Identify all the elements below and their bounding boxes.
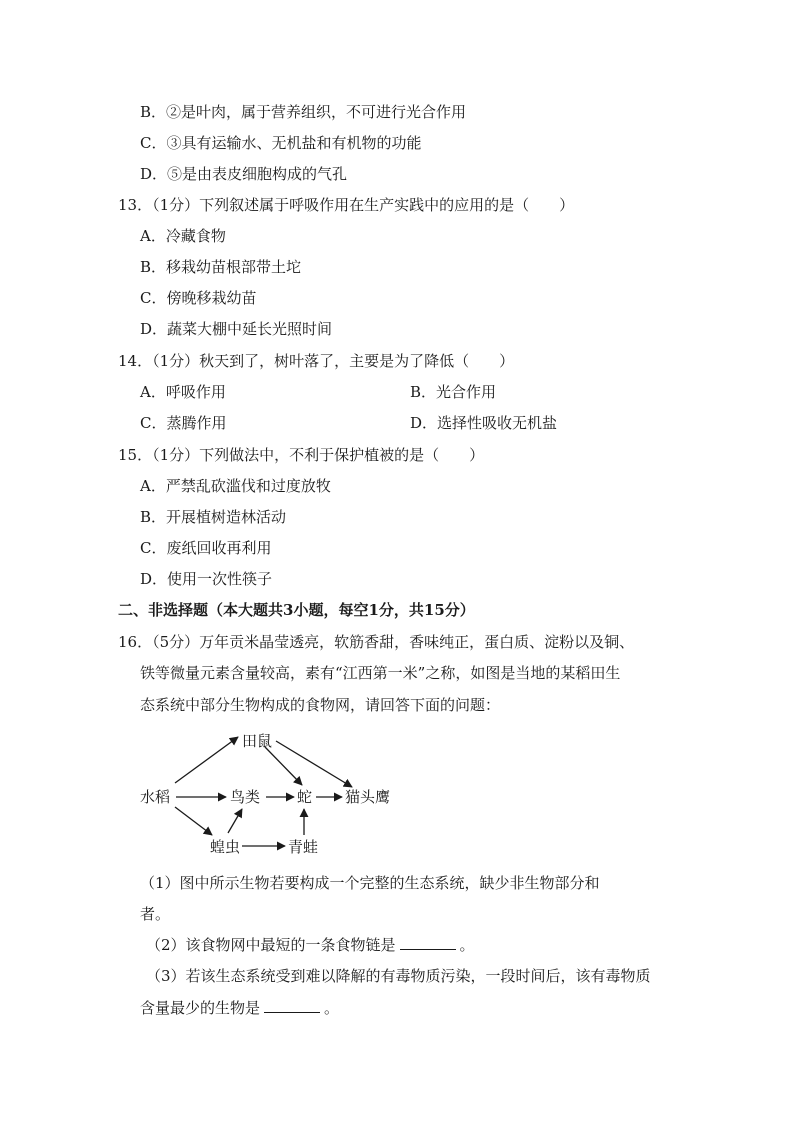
q13-option-d: D．蔬菜大棚中延长光照时间	[140, 320, 333, 338]
q14-stem: 14．（1分）秋天到了，树叶落了，主要是为了降低（ ）	[118, 352, 515, 370]
q12-option-b: B．②是叶肉，属于营养组织，不可进行光合作用	[140, 103, 467, 121]
q16-sub2-blank[interactable]	[400, 935, 456, 950]
node-locust: 蝗虫	[210, 838, 241, 856]
q15-option-b: B．开展植树造林活动	[140, 508, 287, 526]
q14-option-c: C．蒸腾作用	[140, 414, 227, 432]
q15-stem: 15．（1分）下列做法中，不利于保护植被的是（ ）	[118, 446, 485, 464]
q16-stem-line-2: 铁等微量元素含量较高，素有“江西第一米”之称，如图是当地的某稻田生	[140, 664, 621, 682]
q16-sub3-text: 含量最少的生物是	[140, 999, 261, 1017]
q15-option-c: C．废纸回收再利用	[140, 539, 272, 557]
q13-option-c: C．傍晚移栽幼苗	[140, 289, 257, 307]
q16-sub1-line-2: 者。	[140, 905, 171, 923]
q14-option-b: B．光合作用	[410, 383, 497, 401]
food-web-diagram	[130, 725, 420, 865]
q15-option-a: A．严禁乱砍滥伐和过度放牧	[140, 477, 331, 495]
node-frog: 青蛙	[288, 838, 319, 856]
q15-option-d: D．使用一次性筷子	[140, 570, 273, 588]
q16-stem-line-1: 16．（5分）万年贡米晶莹透亮，软筋香甜，香味纯正，蛋白质、淀粉以及铜、	[118, 633, 635, 651]
arrow-rice-to-mouse	[175, 737, 238, 783]
node-mouse: 田鼠	[242, 732, 273, 750]
q12-option-c: C．③具有运输水、无机盐和有机物的功能	[140, 134, 422, 152]
q16-sub3-line-2	[140, 998, 339, 1018]
q16-stem-line-3: 态系统中部分生物构成的食物网，请回答下面的问题：	[140, 696, 501, 714]
q16-sub2	[146, 935, 475, 955]
q16-sub3-line-1: （3）若该生态系统受到难以降解的有毒物质污染，一段时间后，该有毒物质	[146, 967, 651, 985]
node-snake: 蛇	[297, 788, 313, 806]
arrow-locust-to-bird	[228, 809, 242, 833]
q13-stem: 13．（1分）下列叙述属于呼吸作用在生产实践中的应用的是（ ）	[118, 196, 575, 214]
q16-sub2-end: 。	[459, 936, 475, 954]
node-owl: 猫头鹰	[345, 788, 391, 806]
q13-option-b: B．移栽幼苗根部带土坨	[140, 258, 302, 276]
node-bird: 鸟类	[230, 788, 261, 806]
arrow-mouse-to-owl	[276, 741, 352, 787]
q16-sub2-text: （2）该食物网中最短的一条食物链是	[146, 936, 396, 954]
q16-sub1-line-1: （1）图中所示生物若要构成一个完整的生态系统，缺少非生物部分和	[140, 874, 600, 892]
node-rice: 水稻	[140, 788, 171, 806]
q16-sub3-blank[interactable]	[264, 998, 320, 1013]
section-2-title: 二、非选择题（本大题共3小题，每空1分，共15分）	[118, 601, 475, 619]
q12-option-d: D．⑤是由表皮细胞构成的气孔	[140, 165, 348, 183]
q16-sub3-end: 。	[324, 999, 340, 1017]
q14-option-a: A．呼吸作用	[140, 383, 226, 401]
q14-option-d: D．选择性吸收无机盐	[410, 414, 558, 432]
arrow-rice-to-locust	[175, 807, 212, 835]
q13-option-a: A．冷藏食物	[140, 227, 226, 245]
